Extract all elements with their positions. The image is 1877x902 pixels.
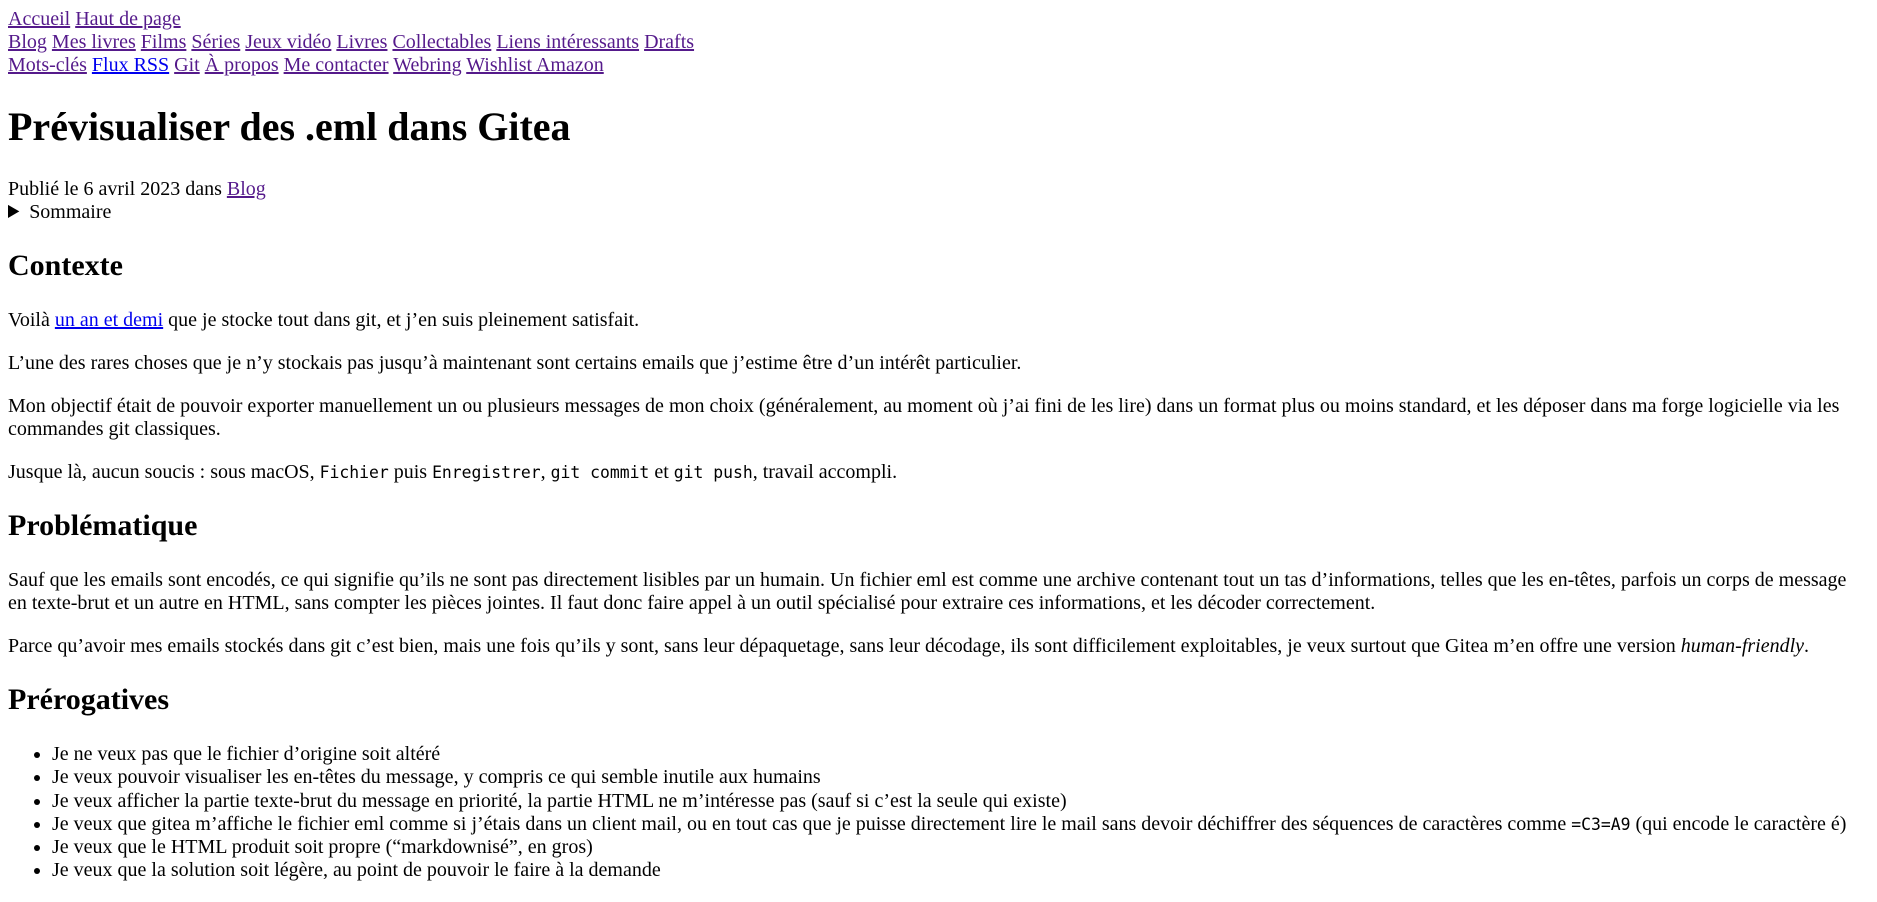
text-run: Voilà [8,308,55,331]
heading-problematique: Problématique [8,509,198,543]
nav-link-blog[interactable]: Blog [8,31,47,54]
prerogatives-list [8,743,1869,882]
nav-link-films[interactable]: Films [140,31,187,54]
published-prefix: Publié le 6 avril 2023 dans [8,177,227,200]
text-run: , travail accompli. [752,461,898,484]
nav-row-categories [8,31,1869,54]
nav-link-mots-cles[interactable]: Mots-clés [8,54,87,77]
paragraph [8,309,1869,332]
nav-row-site [8,8,1869,31]
heading-contexte: Contexte [8,248,123,282]
nav-link-a-propos[interactable]: À propos [204,54,279,77]
page-title: Prévisualiser des .eml dans Gitea [8,104,571,150]
text-run: . [1804,635,1810,658]
list-item: • Je veux que la solution soit légère, au point de pouvoir le faire à la demande [52,859,1869,882]
nav-link-drafts[interactable]: Drafts [644,31,695,54]
published-line [8,178,1869,201]
code-quoted-printable: =C3=A9 [1571,814,1631,834]
text-run: (qui encode le caractère é) [1630,812,1847,835]
list-item [52,813,1869,836]
code-git-commit: git commit [550,463,650,483]
text-run: Parce qu’avoir mes emails stockés dans git c’est bien, mais une fois qu’ils y sont, sans leur dépaquetage, sans leur décodage, ils sont difficilement exploitables, je veux surtout que Gitea m’en offre une version [8,635,1681,658]
nav-link-series[interactable]: Séries [191,31,241,54]
code-enregistrer: Enregistrer [432,463,541,483]
list-item: • Je veux que le HTML produit soit propre (“markdownisé”, en gros) [52,836,1869,859]
list-item: • Je ne veux pas que le fichier d’origine soit altéré [52,743,1869,766]
text-run: Je veux que gitea m’affiche le fichier eml comme si j’étais dans un client mail, ou en tout cas que je puisse directement lire le mail sans devoir déchiffrer des séquences de caractères comme [52,812,1572,835]
nav-link-mes-livres[interactable]: Mes livres [51,31,136,54]
text-run: que je stocke tout dans git, et j’en suis pleinement satisfait. [163,308,640,331]
article [8,104,1869,882]
nav-link-haut-de-page[interactable]: Haut de page [75,8,181,30]
list-item: • Je veux pouvoir visualiser les en-têtes du message, y compris ce qui semble inutile aux humains [52,766,1869,789]
nav-link-liens-interessants[interactable]: Liens intéressants [496,31,640,54]
text-run: Jusque là, aucun soucis : sous macOS, [8,461,320,484]
nav-link-git[interactable]: Git [174,54,200,77]
nav-link-wishlist-amazon[interactable]: Wishlist Amazon [466,54,604,77]
nav-link-flux-rss[interactable]: Flux RSS [91,54,170,77]
table-of-contents [8,201,1869,224]
paragraph: Mon objectif était de pouvoir exporter manuellement un ou plusieurs messages de mon choix (généralement, au moment où j’ai fini de les lire) dans un format plus ou moins standard, et les déposer dans ma forge logicielle via les commandes git classiques. [8,394,1840,441]
heading-prerogatives: Prérogatives [8,683,170,717]
nav-link-webring[interactable]: Webring [393,54,462,77]
toc-summary-toggle[interactable]: Sommaire [29,200,112,223]
emphasis-human-friendly: human-friendly [1680,635,1805,658]
published-category-link[interactable]: Blog [226,177,266,200]
code-git-push: git push [673,463,753,483]
section-problematique [8,509,1869,658]
nav-link-jeux-video[interactable]: Jeux vidéo [245,31,332,54]
section-prerogatives [8,683,1869,882]
nav-link-livres[interactable]: Livres [336,31,388,54]
text-run: , [540,461,551,484]
nav-row-meta [8,54,1869,77]
un-an-et-demi-link[interactable]: un an et demi [54,308,164,331]
paragraph [8,635,1869,658]
paragraph: L’une des rares choses que je n’y stockais pas jusqu’à maintenant sont certains emails que j’estime être d’un intérêt particulier. [8,351,1022,374]
top-nav [8,8,1869,78]
paragraph: Sauf que les emails sont encodés, ce qui signifie qu’ils ne sont pas directement lisibles par un humain. Un fichier eml est comme une archive contenant tout un tas d’informations, telles que les en-têtes, parfois un corps de message en texte-brut et un autre en HTML, sans compter les pièces jointes. Il faut donc faire appel à un outil spécialisé pour extraire ces informations, et les décoder correctement. [8,569,1847,615]
code-fichier: Fichier [319,463,389,483]
nav-link-accueil[interactable]: Accueil [8,8,71,30]
section-contexte [8,249,1869,485]
list-item: • Je veux afficher la partie texte-brut du message en priorité, la partie HTML ne m’intéresse pas (sauf si c’est la seule qui existe) [52,790,1869,813]
nav-link-collectables[interactable]: Collectables [392,31,492,54]
text-run: puis [388,461,433,484]
nav-link-me-contacter[interactable]: Me contacter [283,54,389,77]
text-run: et [649,461,674,484]
paragraph [8,461,1869,484]
